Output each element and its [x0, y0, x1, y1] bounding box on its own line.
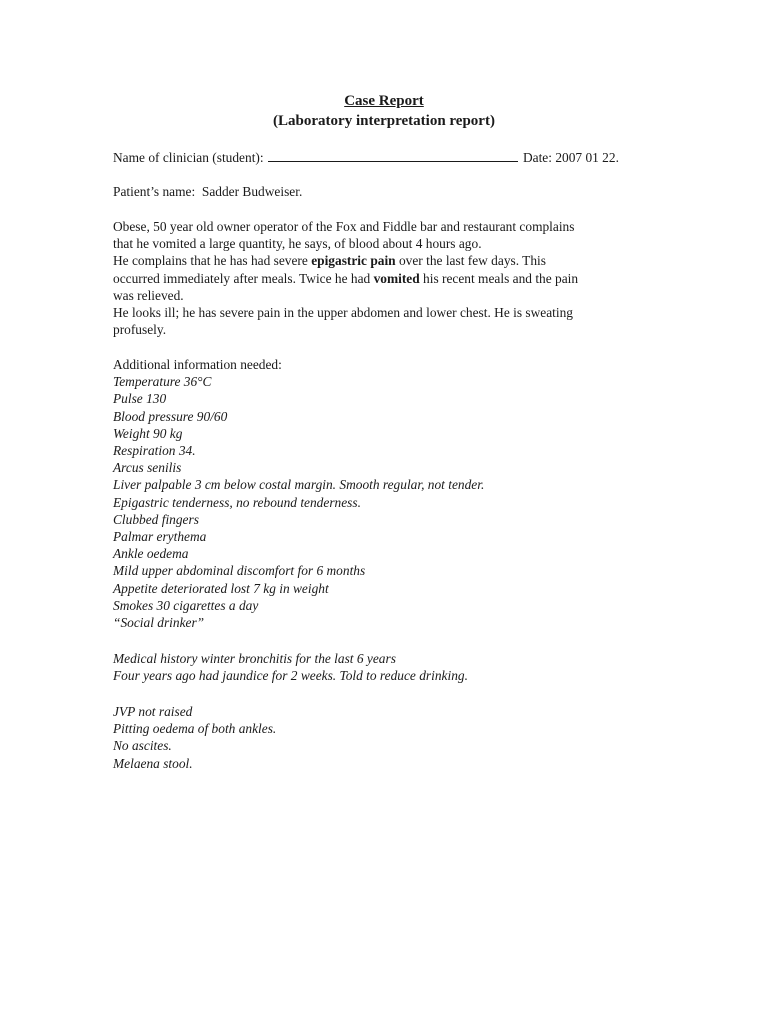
- additional-info-heading: Additional information needed:: [113, 357, 282, 372]
- exam-item: Melaena stool.: [113, 755, 193, 771]
- history-text: his recent meals and the pain: [419, 270, 579, 286]
- emphasis-epigastric-pain: epigastric pain: [311, 253, 396, 269]
- exam-item: JVP not raised: [113, 704, 193, 719]
- history-line: that he vomited a large quantity, he says, of blood about 4 hours ago.: [113, 236, 482, 252]
- finding-item: “Social drinker”: [113, 615, 205, 631]
- medical-history-item: Four years ago had jaundice for 2 weeks. Told to reduce drinking.: [113, 668, 468, 684]
- clinician-row: [113, 148, 653, 166]
- patient-name: Sadder Budweiser.: [201, 184, 303, 199]
- patient-label: Patient’s name:: [113, 184, 196, 199]
- finding-item: Temperature 36°C: [113, 374, 212, 390]
- history-text: occurred immediately after meals. Twice he had: [113, 270, 374, 286]
- history-line: [113, 252, 653, 269]
- finding-item: Mild upper abdominal discomfort for 6 months: [113, 563, 366, 579]
- page-title: Case Report: [344, 93, 424, 109]
- finding-item: Pulse 130: [113, 391, 167, 407]
- finding-item: Liver palpable 3 cm below costal margin. Smooth regular, not tender.: [113, 477, 485, 493]
- finding-item: Appetite deteriorated lost 7 kg in weight: [113, 580, 329, 596]
- history-line: [113, 270, 653, 287]
- emphasis-vomited: vomited: [373, 270, 420, 286]
- exam-item: Pitting oedema of both ankles.: [113, 721, 277, 737]
- patient-row: [113, 183, 653, 200]
- clinician-blank-line: [268, 148, 518, 162]
- finding-item: Ankle oedema: [113, 546, 189, 562]
- finding-item: Arcus senilis: [113, 460, 182, 476]
- medical-history-item: Medical history winter bronchitis for the last 6 years: [113, 651, 396, 666]
- clinician-label: Name of clinician (student):: [113, 150, 264, 165]
- finding-item: Blood pressure 90/60: [113, 408, 228, 424]
- history-line: He looks ill; he has severe pain in the upper abdomen and lower chest. He is sweating: [113, 305, 573, 321]
- date-value: 2007 01 22.: [555, 150, 619, 165]
- additional-info-section: [113, 356, 653, 631]
- history-paragraph: [113, 218, 653, 338]
- history-text: over the last few days. This: [395, 253, 546, 269]
- history-line: was relieved.: [113, 287, 184, 303]
- date-label: Date:: [522, 150, 552, 165]
- finding-item: Weight 90 kg: [113, 425, 183, 441]
- finding-item: Palmar erythema: [113, 529, 207, 545]
- finding-item: Respiration 34.: [113, 443, 196, 459]
- history-line: Obese, 50 year old owner operator of the Fox and Fiddle bar and restaurant complains: [113, 219, 575, 234]
- page-subtitle: (Laboratory interpretation report): [273, 113, 495, 129]
- finding-item: Epigastric tenderness, no rebound tenderness.: [113, 494, 361, 510]
- medical-history-section: [113, 650, 653, 684]
- examination-section: [113, 703, 653, 772]
- finding-item: Clubbed fingers: [113, 511, 199, 527]
- history-line: profusely.: [113, 322, 167, 338]
- history-text: He complains that he has had severe: [113, 253, 312, 269]
- exam-item: No ascites.: [113, 738, 172, 754]
- finding-item: Smokes 30 cigarettes a day: [113, 597, 259, 613]
